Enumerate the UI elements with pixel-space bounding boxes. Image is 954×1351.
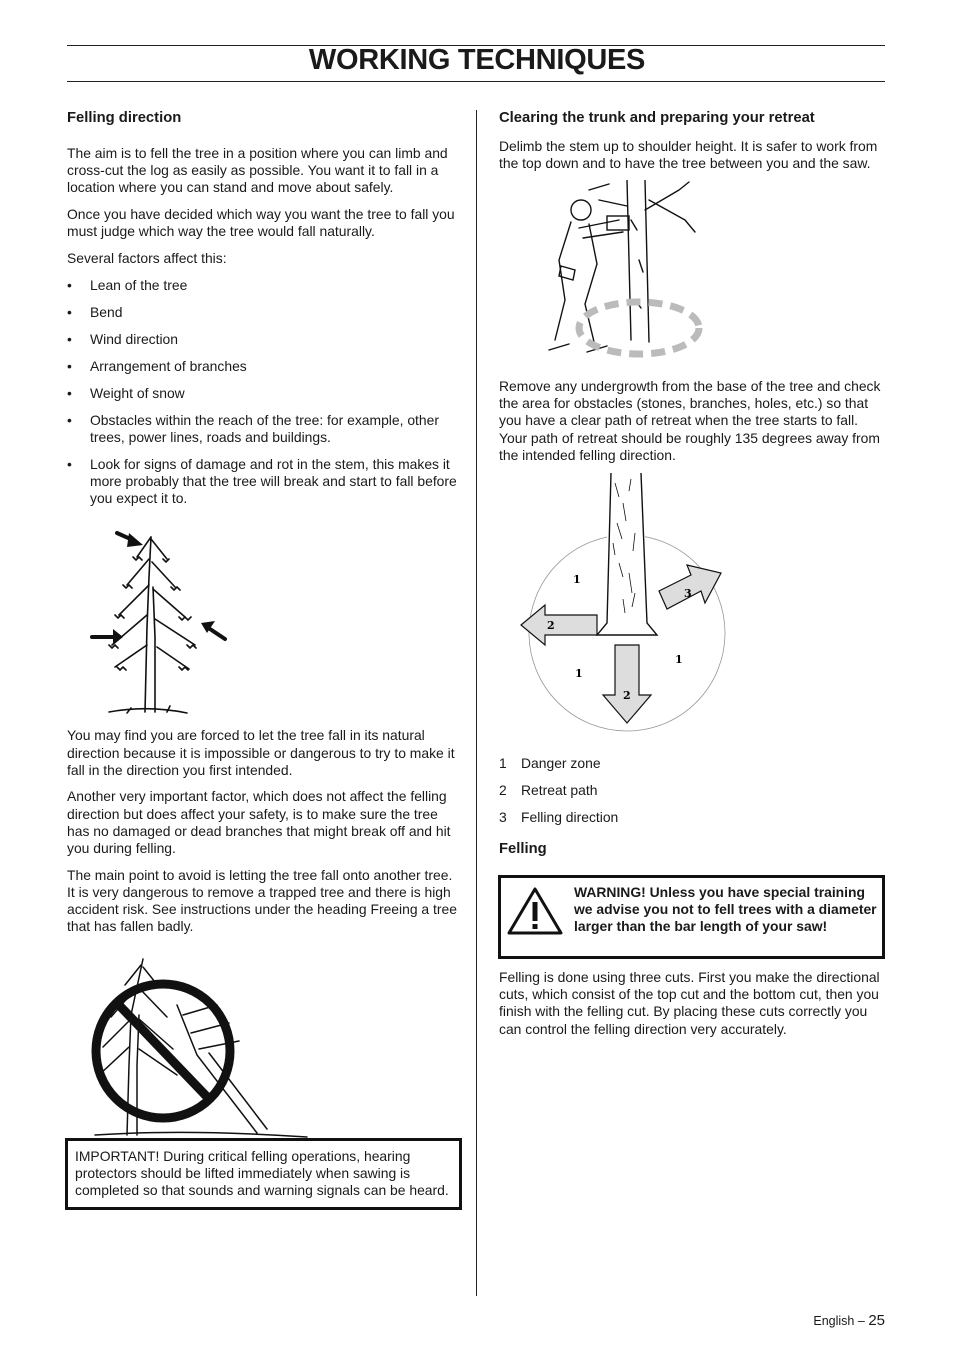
felling-text — [499, 969, 889, 1047]
felling-direction-label: 3 — [684, 587, 692, 601]
footer-language: English — [813, 1314, 855, 1328]
paragraph: Felling is done using three cuts. First you make the directional cuts, which consist of the top cut and the bottom cut, then you finish with the felling cut. By placing these cuts correctly you can control the felling direction very accurately. — [499, 969, 880, 1037]
tree-factors-illustration — [67, 517, 459, 717]
right-column — [499, 110, 889, 876]
list-item: • Lean of the tree — [67, 277, 459, 294]
danger-zone-label: 1 — [573, 573, 581, 587]
list-item: • Wind direction — [67, 331, 459, 348]
list-item: • Look for signs of damage and rot in the stem, this makes it more probably that the tree will break and start to fall before you expect it to. — [67, 456, 459, 508]
column-divider — [476, 110, 477, 1296]
no-fall-onto-tree-illustration — [67, 945, 459, 1145]
legend-item: 3 Felling direction — [499, 809, 619, 826]
paragraph: Another very important factor, which does not affect the felling direction but does affect your safety, is to make sure the tree has no damaged or dead branches that might break off and hit you during felling. — [67, 788, 451, 857]
paragraph: Once you have decided which way you want the tree to fall you must judge which way the tree would fall naturally. — [67, 206, 455, 240]
felling-direction-heading: Felling direction — [67, 110, 182, 126]
paragraph: Several factors affect this: — [67, 250, 227, 267]
footer-dash: – — [857, 1314, 865, 1328]
warning-box — [498, 875, 885, 959]
paragraph: The main point to avoid is letting the tree fall onto another tree. It is very dangerous to remove a trapped tree and there is high accident risk. See instructions under the heading Freeing a tree that has fallen badly. — [67, 866, 457, 935]
clearing-trunk-heading: Clearing the trunk and preparing your retreat — [499, 110, 815, 126]
warning-triangle-icon — [507, 886, 563, 936]
list-item: • Weight of snow — [67, 385, 459, 402]
list-item: • Arrangement of branches — [67, 358, 459, 375]
factors-list — [67, 277, 459, 508]
list-item: • Bend — [67, 304, 459, 321]
paragraph: Remove any undergrowth from the base of the tree and check the area for obstacles (stones, branches, holes, etc.) so that you have a clear path of retreat when the tree starts to fall. Your path of retreat should be roughly 135 degrees away from the intended felling direction. — [499, 377, 881, 463]
diagram-legend — [499, 755, 889, 826]
legend-item: 2 Retreat path — [499, 782, 598, 799]
left-column — [67, 110, 459, 1145]
delimbing-illustration — [499, 180, 889, 372]
retreat-path-label: 2 — [547, 619, 555, 633]
warning-text: WARNING! Unless you have special training we advise you not to fell trees with a diameter larger than the bar length of your saw! — [574, 884, 877, 935]
important-notice-box: IMPORTANT! During critical felling operations, hearing protectors should be lifted immediately when sawing is completed so that sounds and warning signals can be heard. — [65, 1138, 462, 1210]
page-title: WORKING TECHNIQUES — [308, 44, 646, 76]
page-number: 25 — [868, 1312, 885, 1329]
page-footer — [813, 1312, 885, 1329]
danger-zone-label: 1 — [675, 653, 683, 667]
title-rule — [67, 81, 885, 82]
danger-zone-label: 1 — [575, 667, 583, 681]
paragraph: The aim is to fell the tree in a position where you can limb and cross-cut the log as easily as possible. You want it to fall in a location where you can stand and move about safely. — [67, 145, 448, 196]
paragraph: You may find you are forced to let the tree fall in its natural direction because it is impossible or dangerous to try to make it fall in the direction you first intended. — [67, 727, 455, 778]
legend-item: 1 Danger zone — [499, 755, 601, 772]
retreat-path-label: 2 — [623, 689, 631, 703]
list-item: • Obstacles within the reach of the tree: for example, other trees, power lines, roads and buildings. — [67, 412, 459, 446]
paragraph: Delimb the stem up to shoulder height. It is safer to work from the top down and to have the tree between you and the saw. — [499, 138, 878, 172]
danger-zone-diagram — [499, 473, 889, 743]
felling-heading: Felling — [499, 840, 547, 857]
